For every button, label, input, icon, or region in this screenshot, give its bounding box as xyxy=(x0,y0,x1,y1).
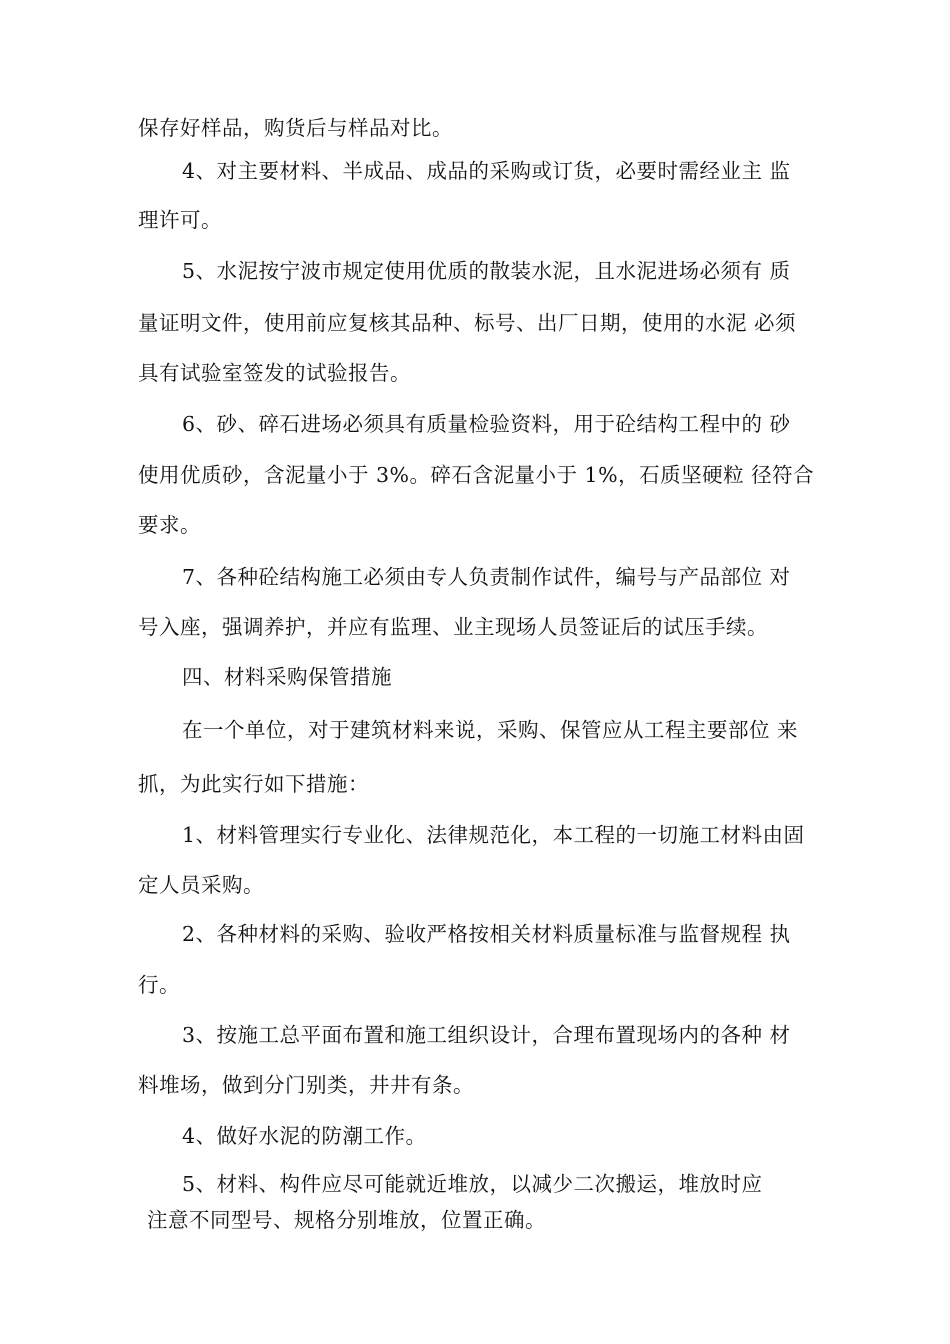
text-line: 抓，为此实行如下措施： xyxy=(138,772,369,796)
text-line: 在一个单位，对于建筑材料来说，采购、保管应从工程主要部位 来 xyxy=(182,718,799,742)
text-line: 量证明文件，使用前应复核其品种、标号、出厂日期，使用的水泥 必须 xyxy=(138,311,797,335)
text-line: 具有试验室签发的试验报告。 xyxy=(138,361,411,385)
text-line: 定人员采购。 xyxy=(138,873,264,897)
text-line: 5、材料、构件应尽可能就近堆放，以减少二次搬运，堆放时应 xyxy=(182,1172,763,1196)
text-line: 7、各种砼结构施工必须由专人负责制作试件，编号与产品部位 对 xyxy=(182,565,791,589)
text-line: 行。 xyxy=(138,973,180,997)
text-line: 4、做好水泥的防潮工作。 xyxy=(182,1124,427,1148)
text-line: 理许可。 xyxy=(138,208,222,232)
text-line: 2、各种材料的采购、验收严格按相关材料质量标准与监督规程 执 xyxy=(182,922,791,946)
section-heading: 四、材料采购保管措施 xyxy=(182,665,392,689)
text-line: 要求。 xyxy=(138,513,201,537)
text-line: 1、材料管理实行专业化、法律规范化，本工程的一切施工材料由固 xyxy=(182,823,805,847)
text-line: 5、水泥按宁波市规定使用优质的散装水泥，且水泥进场必须有 质 xyxy=(182,259,791,283)
text-line: 4、对主要材料、半成品、成品的采购或订货，必要时需经业主 监 xyxy=(182,159,791,183)
text-line: 3、按施工总平面布置和施工组织设计，合理布置现场内的各种 材 xyxy=(182,1023,791,1047)
text-line: 料堆场，做到分门别类，井井有条。 xyxy=(138,1073,474,1097)
text-line: 号入座，强调养护，并应有监理、业主现场人员签证后的试压手续。 xyxy=(138,615,768,639)
text-line: 使用优质砂，含泥量小于 3%。碎石含泥量小于 1%，石质坚硬粒 径符合 xyxy=(138,463,815,487)
text-line: 6、砂、碎石进场必须具有质量检验资料，用于砼结构工程中的 砂 xyxy=(182,412,791,436)
text-line: 保存好样品，购货后与样品对比。 xyxy=(138,116,453,140)
text-line: 注意不同型号、规格分别堆放，位置正确。 xyxy=(147,1208,546,1232)
